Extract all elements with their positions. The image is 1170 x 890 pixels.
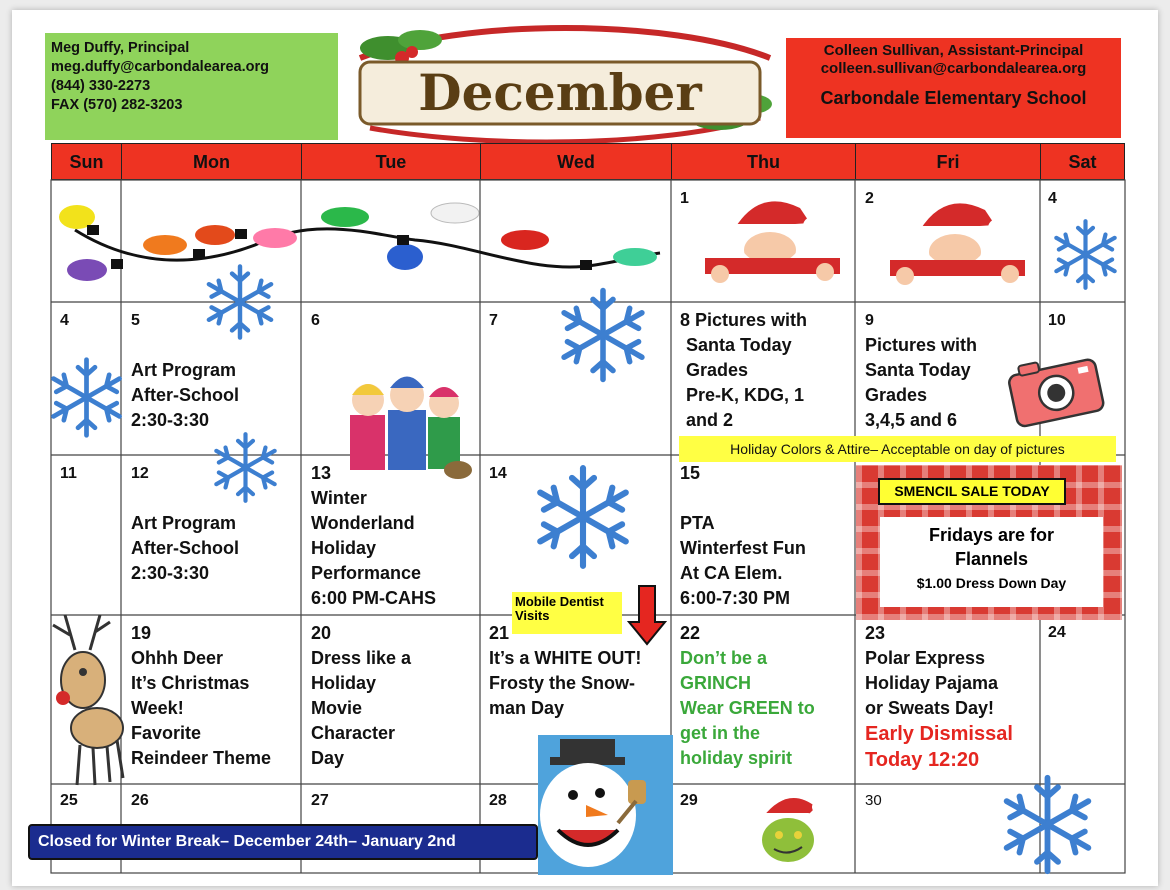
assistant-email[interactable]: colleen.sullivan@carbondalearea.org <box>820 60 1087 77</box>
day-12: 12 <box>131 465 149 482</box>
day-24: 24 <box>1048 624 1066 641</box>
principal-fax: FAX (570) 282-3203 <box>51 97 183 113</box>
day-4-sat: 4 <box>1048 190 1057 207</box>
header-sun: Sun <box>51 143 122 180</box>
day-7: 7 <box>489 312 498 329</box>
santa-icon <box>700 188 845 298</box>
header-fri: Fri <box>855 143 1041 180</box>
day-9: 9 <box>865 312 874 329</box>
principal-email[interactable]: meg.duffy@carbondalearea.org <box>51 59 269 75</box>
snowflake-icon <box>528 462 638 572</box>
day-4-sun: 4 <box>60 312 69 329</box>
mobile-dentist-note: Mobile Dentist Visits <box>512 592 622 634</box>
event-holiday-movie-20: 20 Dress like a Holiday Movie Character Day <box>311 623 412 768</box>
header-mon: Mon <box>121 143 302 180</box>
smencil-sale-badge: SMENCIL SALE TODAY <box>878 478 1066 505</box>
day-29: 29 <box>680 792 698 809</box>
header-wed: Wed <box>480 143 672 180</box>
header-thu: Thu <box>671 143 856 180</box>
day-5: 5 <box>131 312 140 329</box>
grinch-icon <box>748 785 828 865</box>
event-santa-pictures-9: Pictures with Santa Today Grades 3,4,5 and 6 <box>865 335 978 430</box>
day-10: 10 <box>1048 312 1066 329</box>
day-6: 6 <box>311 312 320 329</box>
day-1: 1 <box>680 190 689 207</box>
santa-icon <box>885 190 1030 300</box>
event-polar-express-23: 23 Polar Express Holiday Pajama or Sweats Day! Early Dismissal Today 12:20 <box>865 623 1013 771</box>
event-reindeer-19: 19 Ohhh Deer It’s Christmas Week! Favorite Reindeer Theme <box>131 623 272 768</box>
day-25: 25 <box>60 792 78 809</box>
fridays-flannels-box: Fridays are for Flannels $1.00 Dress Down Day <box>880 517 1103 607</box>
day-27: 27 <box>311 792 329 809</box>
day-11: 11 <box>60 465 77 482</box>
principal-phone: (844) 330-2273 <box>51 78 151 94</box>
school-name: Carbondale Elementary School <box>820 88 1087 108</box>
snowflake-icon <box>548 285 658 385</box>
day-14: 14 <box>489 465 507 482</box>
header-sat: Sat <box>1040 143 1125 180</box>
snowflake-icon <box>208 430 283 505</box>
day-26: 26 <box>131 792 149 809</box>
winter-break-banner: Closed for Winter Break– December 24th– January 2nd <box>28 824 538 860</box>
event-art-program-12: Art Program After-School 2:30-3:30 <box>131 513 239 583</box>
event-winter-wonderland-13: 13 Winter Wonderland Holiday Performance 6:00 PM-CAHS <box>311 463 437 608</box>
snowflake-icon <box>200 262 280 342</box>
day-30: 30 <box>865 792 882 809</box>
arrow-down-icon <box>627 586 667 646</box>
camera-icon <box>1003 345 1108 430</box>
event-grinch-22: 22 Don’t be a GRINCH Wear GREEN to get in the holiday spirit <box>680 623 815 768</box>
event-pta-winterfest-15: 15 PTA Winterfest Fun At CA Elem. 6:00-7:30 PM <box>680 463 806 608</box>
event-white-out-21: 21 It’s a WHITE OUT! Frosty the Snow- man Day <box>489 623 642 718</box>
holiday-attire-note: Holiday Colors & Attire– Acceptable on day of pictures <box>679 436 1116 462</box>
snowflake-icon <box>1043 217 1128 292</box>
principal-name: Meg Duffy, Principal <box>51 40 190 56</box>
day-2: 2 <box>865 190 874 207</box>
event-art-program-5: Art Program After-School 2:30-3:30 <box>131 360 239 430</box>
snowflake-icon <box>44 355 129 440</box>
assistant-name: Colleen Sullivan, Assistant-Principal <box>823 42 1084 59</box>
month-title: December <box>418 63 702 122</box>
frosty-snowman-icon <box>538 735 673 875</box>
event-santa-pictures-8: 8 Pictures with Santa Today Grades Pre-K, KDG, 1 and 2 <box>680 310 808 430</box>
reindeer-icon <box>45 610 130 790</box>
header-tue: Tue <box>301 143 481 180</box>
snowflake-icon <box>995 772 1100 877</box>
day-28: 28 <box>489 792 507 809</box>
christmas-lights-icon <box>55 195 665 295</box>
